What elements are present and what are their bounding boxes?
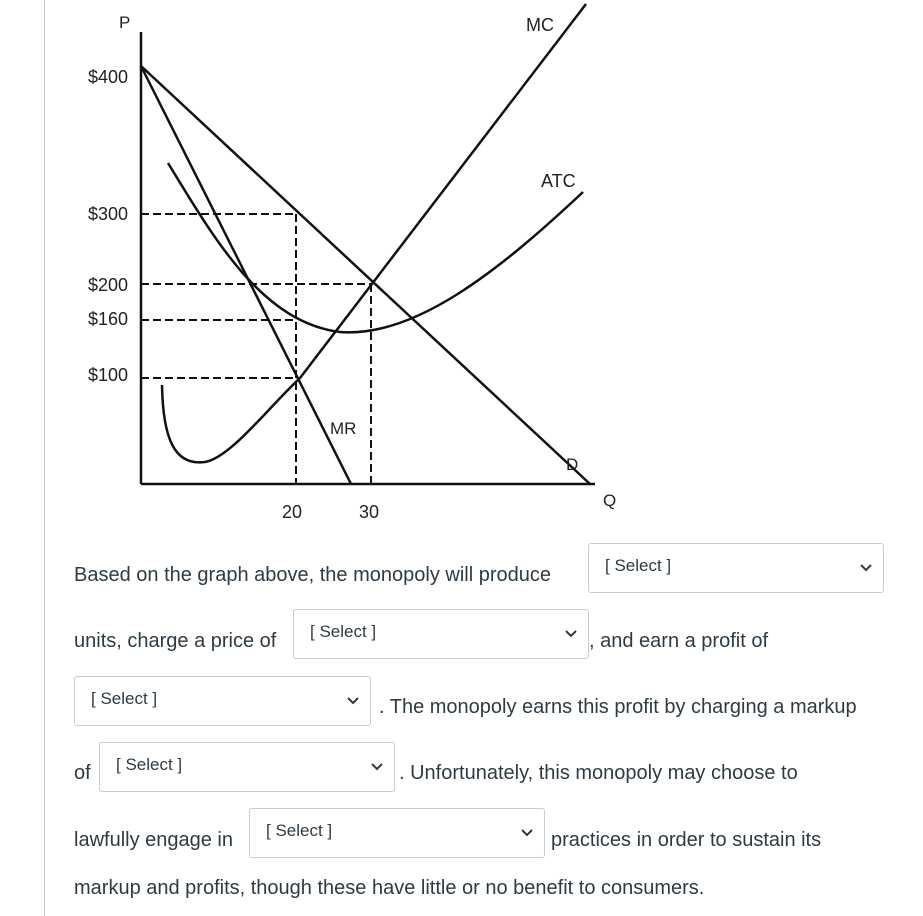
question-text-5: of	[74, 762, 91, 784]
question-text-4: . The monopoly earns this profit by charging a markup	[379, 696, 857, 718]
price-label-200: $200	[88, 275, 129, 295]
chevron-down-icon	[370, 762, 384, 772]
chevron-down-icon	[346, 696, 360, 706]
quantity-select[interactable]	[588, 543, 884, 593]
dashed-guides	[141, 214, 371, 484]
question-text-7: lawfully engage in	[74, 829, 233, 851]
atc-label: ATC	[541, 171, 576, 191]
question-text-9: markup and profits, though these have little or no benefit to consumers.	[74, 877, 705, 899]
practices-select[interactable]	[249, 808, 545, 858]
price-label-100: $100	[88, 365, 129, 385]
profit-select[interactable]	[74, 676, 371, 726]
question-text-3: , and earn a profit of	[589, 630, 769, 652]
quantity-select-value: [ Select ]	[605, 556, 672, 575]
price-label-400: $400	[88, 67, 129, 87]
axis-label-q: Q	[603, 491, 617, 510]
quantity-label-30: 30	[359, 502, 380, 522]
question-text-6: . Unfortunately, this monopoly may choose to	[399, 762, 798, 784]
average-total-cost-curve	[168, 163, 583, 332]
question-text-1: Based on the graph above, the monopoly will produce	[74, 564, 551, 586]
markup-select[interactable]	[99, 742, 395, 792]
price-select-value: [ Select ]	[310, 622, 377, 641]
question-text-8: practices in order to sustain its	[551, 829, 822, 851]
profit-select-value: [ Select ]	[91, 689, 158, 708]
chevron-down-icon	[564, 629, 578, 639]
quantity-label-20: 20	[282, 502, 303, 522]
d-label: D	[566, 455, 579, 474]
question-text-2: units, charge a price of	[74, 630, 277, 652]
mr-label: MR	[330, 419, 357, 438]
price-select[interactable]	[293, 609, 589, 659]
chevron-down-icon	[859, 563, 873, 573]
demand-curve	[141, 66, 590, 484]
price-label-300: $300	[88, 204, 129, 224]
monopoly-graph	[0, 0, 640, 530]
price-label-160: $160	[88, 309, 129, 329]
practices-select-value: [ Select ]	[266, 821, 333, 840]
markup-select-value: [ Select ]	[116, 755, 183, 774]
mc-label: MC	[526, 15, 554, 35]
chevron-down-icon	[520, 828, 534, 838]
axis-label-p: P	[119, 13, 131, 32]
